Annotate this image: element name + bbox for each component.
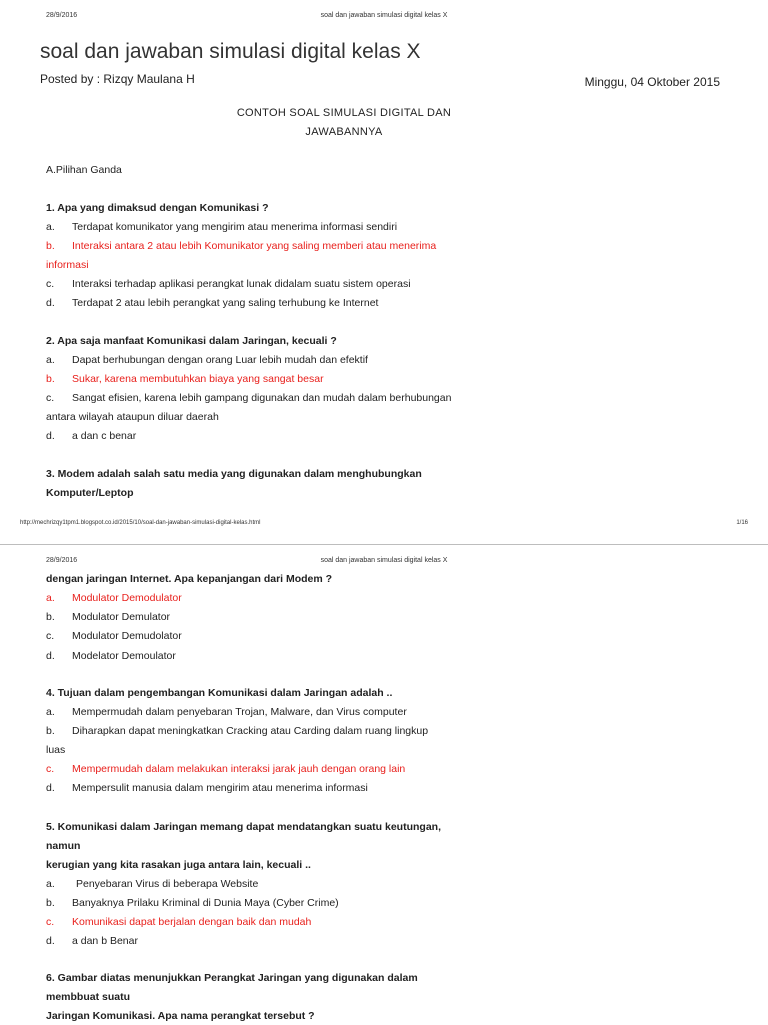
question-5: 5. Komunikasi dalam Jaringan memang dapat mendatangkan suatu keutungan,	[46, 821, 442, 833]
footer-url: http://mechrizqy1tpm1.blogspot.co.id/2015/10/soal-dan-jawaban-simulasi-digital-kelas.html	[20, 520, 261, 526]
question-5-cont2: kerugian yang kita rasakan juga antara lain, kecuali ..	[46, 859, 311, 871]
option-letter: c.	[46, 763, 55, 775]
page-header	[46, 12, 722, 22]
option-letter: a.	[46, 592, 55, 604]
q3-option-a	[46, 592, 182, 604]
option-text: Diharapkan dapat meningkatkan Cracking atau Carding dalam ruang lingkup	[72, 725, 429, 737]
option-letter: b.	[46, 897, 55, 909]
option-letter: c.	[46, 630, 55, 642]
q3-option-d	[46, 650, 176, 662]
question-3-cont2: dengan jaringan Internet. Apa kepanjangan dari Modem ?	[46, 573, 333, 585]
post-date: Minggu, 04 Oktober 2015	[584, 75, 720, 89]
header-date: 28/9/2016	[46, 12, 78, 19]
option-letter: b.	[46, 373, 55, 385]
option-text: Komunikasi dapat berjalan dengan baik dan mudah	[72, 916, 312, 928]
q1-option-c	[46, 278, 411, 290]
option-text: Terdapat 2 atau lebih perangkat yang saling terhubung ke Internet	[72, 297, 379, 309]
q1-option-d	[46, 297, 378, 309]
option-letter: a.	[46, 878, 55, 890]
question-4: 4. Tujuan dalam pengembangan Komunikasi dalam Jaringan adalah ..	[46, 687, 393, 699]
q2-option-b	[46, 373, 324, 385]
option-letter: b.	[46, 240, 55, 252]
option-text: Sukar, karena membutuhkan biaya yang sangat besar	[72, 373, 324, 385]
option-text: Dapat berhubungan dengan orang Luar lebih mudah dan efektif	[72, 354, 368, 366]
option-text: Terdapat komunikator yang mengirim atau menerima informasi sendiri	[72, 221, 398, 233]
page-footer	[20, 520, 748, 530]
option-text: Modulator Demodulator	[72, 592, 182, 604]
q1-option-b	[46, 240, 436, 252]
option-text: Modelator Demoulator	[72, 650, 176, 662]
option-text: Interaksi antara 2 atau lebih Komunikator yang saling memberi atau menerima	[72, 240, 437, 252]
page-header	[46, 557, 722, 567]
q4-option-c	[46, 763, 405, 775]
option-letter: d.	[46, 430, 55, 442]
q2-option-a	[46, 354, 368, 366]
q4-option-b	[46, 725, 428, 737]
q4-option-a	[46, 706, 407, 718]
option-text: Mempersulit manusia dalam mengirim atau menerima informasi	[72, 782, 368, 794]
option-letter: a.	[46, 354, 55, 366]
option-letter: b.	[46, 611, 55, 623]
q3-option-c	[46, 630, 182, 642]
option-text: Mempermudah dalam melakukan interaksi jarak jauh dengan orang lain	[72, 763, 406, 775]
q2-option-c-cont: antara wilayah ataupun diluar daerah	[46, 411, 219, 423]
question-1: 1. Apa yang dimaksud dengan Komunikasi ?	[46, 202, 269, 214]
option-letter: d.	[46, 935, 55, 947]
option-text: Interaksi terhadap aplikasi perangkat lunak didalam suatu sistem operasi	[72, 278, 411, 290]
option-letter: d.	[46, 297, 55, 309]
option-text: Modulator Demulator	[72, 611, 171, 623]
option-text: Modulator Demudolator	[72, 630, 182, 642]
question-3-cont: Komputer/Leptop	[46, 487, 134, 499]
question-6-cont2: Jaringan Komunikasi. Apa nama perangkat tersebut ?	[46, 1010, 315, 1022]
option-text: a dan b Benar	[72, 935, 138, 947]
option-text: Banyaknya Prilaku Kriminal di Dunia Maya (Cyber Crime)	[72, 897, 339, 909]
option-letter: c.	[46, 392, 55, 404]
pdf-page-2	[0, 544, 768, 1025]
q5-option-a	[46, 878, 258, 890]
question-6: 6. Gambar diatas menunjukkan Perangkat Jaringan yang digunakan dalam	[46, 972, 418, 984]
q5-option-b	[46, 897, 339, 909]
option-letter: d.	[46, 782, 55, 794]
q2-option-d	[46, 430, 136, 442]
section-title: A.Pilihan Ganda	[46, 164, 122, 176]
posted-by: Posted by : Rizqy Maulana H	[40, 72, 195, 86]
option-text: Sangat efisien, karena lebih gampang digunakan dan mudah dalam berhubungan	[72, 392, 452, 404]
page-number: 1/16	[736, 520, 748, 526]
question-5-cont: namun	[46, 840, 81, 852]
header-date: 28/9/2016	[46, 557, 78, 564]
q5-option-d	[46, 935, 138, 947]
q4-option-d	[46, 782, 368, 794]
option-letter: c.	[46, 916, 55, 928]
q2-option-c	[46, 392, 451, 404]
q5-option-c	[46, 916, 311, 928]
option-letter: a.	[46, 706, 55, 718]
option-letter: b.	[46, 725, 55, 737]
q1-option-b-cont: informasi	[46, 259, 89, 271]
header-title: soal dan jawaban simulasi digital kelas X	[320, 557, 448, 564]
q1-option-a	[46, 221, 397, 233]
option-text: Mempermudah dalam penyebaran Trojan, Malware, dan Virus computer	[72, 706, 407, 718]
post-title: soal dan jawaban simulasi digital kelas X	[40, 40, 421, 63]
option-text: a dan c benar	[72, 430, 137, 442]
question-3: 3. Modem adalah salah satu media yang digunakan dalam menghubungkan	[46, 468, 422, 480]
doc-heading-line1: CONTOH SOAL SIMULASI DIGITAL DAN	[236, 107, 452, 119]
q4-option-b-cont: luas	[46, 744, 66, 756]
header-title: soal dan jawaban simulasi digital kelas X	[320, 12, 448, 19]
question-6-cont: membbuat suatu	[46, 991, 131, 1003]
doc-heading-line2: JAWABANNYA	[305, 126, 383, 138]
option-letter: d.	[46, 650, 55, 662]
option-text: Penyebaran Virus di beberapa Website	[76, 878, 259, 890]
question-2: 2. Apa saja manfaat Komunikasi dalam Jaringan, kecuali ?	[46, 335, 337, 347]
q3-option-b	[46, 611, 170, 623]
option-letter: a.	[46, 221, 55, 233]
option-letter: c.	[46, 278, 55, 290]
